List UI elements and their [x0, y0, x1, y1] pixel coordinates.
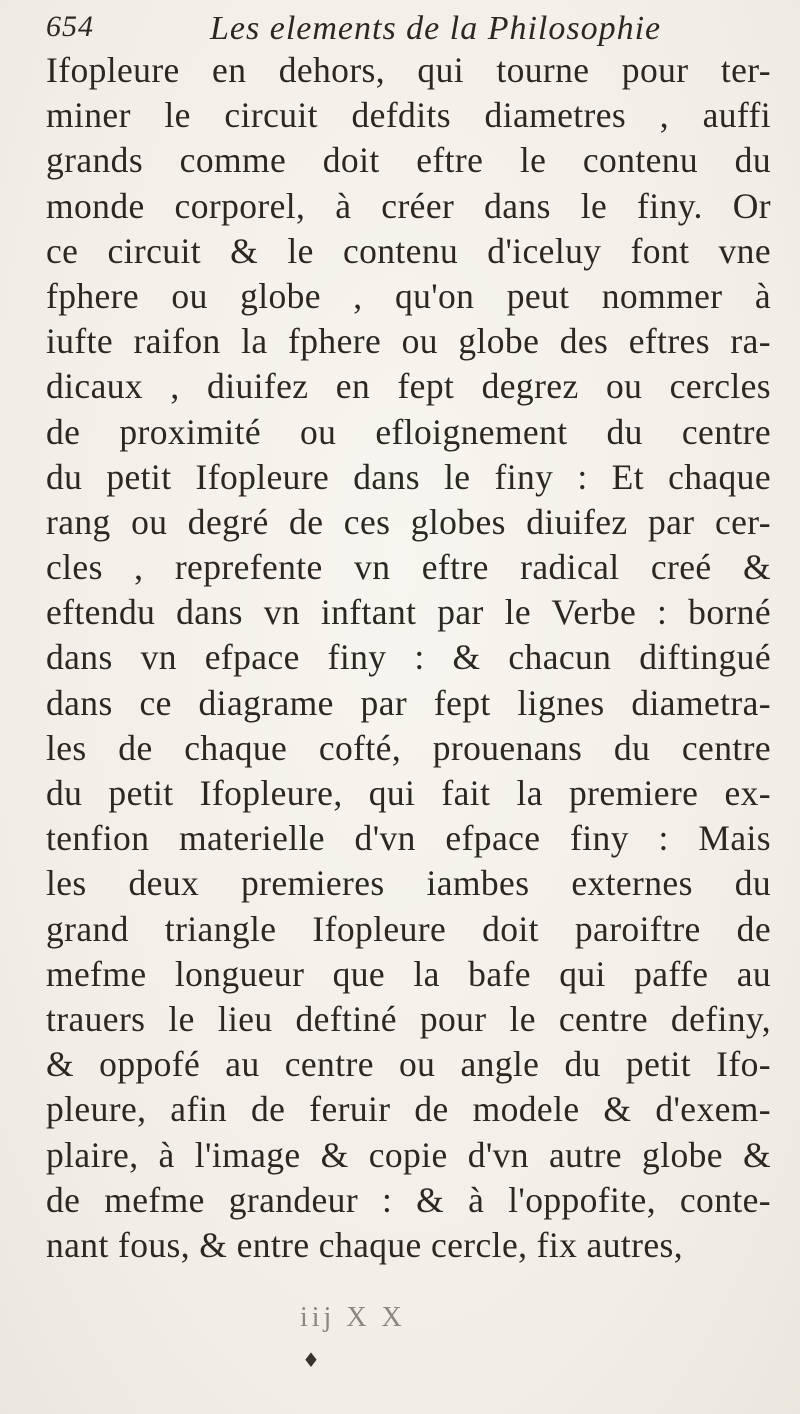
text-line: eftendu dans vn inftant par le Verbe : borné: [46, 592, 771, 633]
text-line: trauers le lieu deftiné pour le centre definy,: [46, 998, 771, 1039]
text-line: ce circuit & le contenu d'iceluy font vne: [46, 230, 771, 271]
text-line: les deux premieres iambes externes du: [46, 863, 771, 904]
text-line: du petit Ifopleure dans le finy : Et chaque: [46, 456, 771, 497]
text-line: dans vn efpace finy : & chacun diftingué: [46, 637, 771, 678]
text-line: & oppofé au centre ou angle du petit Ifo-: [46, 1044, 771, 1085]
ink-mark: ♦: [302, 1348, 320, 1372]
page-number: 654: [46, 10, 94, 43]
page-header: [46, 6, 766, 50]
body-text: [46, 48, 771, 1268]
text-line: de proximité ou efloignement du centre: [46, 411, 771, 452]
text-line: iufte raifon la fphere ou globe des eftres ra-: [46, 321, 771, 362]
text-line: grands comme doit eftre le contenu du: [46, 140, 771, 181]
text-line: les de chaque cofté, prouenans du centre: [46, 727, 771, 768]
text-line: fphere ou globe , qu'on peut nommer à: [46, 275, 771, 316]
text-line: grand triangle Ifopleure doit paroiftre de: [46, 908, 771, 949]
signature-mark: iij X X: [300, 1302, 406, 1333]
text-line: pleure, afin de feruir de modele & d'exem-: [46, 1089, 771, 1130]
text-line: Ifopleure en dehors, qui tourne pour ter-: [46, 50, 771, 90]
text-line: miner le circuit defdits diametres , auffi: [46, 95, 771, 136]
text-line: nant fous, & entre chaque cercle, fix autres,: [46, 1224, 683, 1265]
text-line: dans ce diagrame par fept lignes diametra-: [46, 682, 771, 723]
text-line: dicaux , diuifez en fept degrez ou cercles: [46, 366, 771, 407]
text-line: mefme longueur que la bafe qui paffe au: [46, 953, 771, 994]
text-line: du petit Ifopleure, qui fait la premiere ex-: [46, 773, 771, 813]
text-line: plaire, à l'image & copie d'vn autre globe &: [46, 1134, 771, 1175]
text-line: rang ou degré de ces globes diuifez par cer-: [46, 501, 771, 542]
text-line: tenfion materielle d'vn efpace finy : Mais: [46, 818, 771, 859]
text-line: monde corporel, à créer dans le finy. Or: [46, 185, 771, 226]
text-line: cles , reprefente vn eftre radical creé &: [46, 547, 771, 588]
running-title: Les elements de la Philosophie: [210, 10, 662, 47]
text-line: de mefme grandeur : & à l'oppofite, conte-: [46, 1179, 771, 1220]
